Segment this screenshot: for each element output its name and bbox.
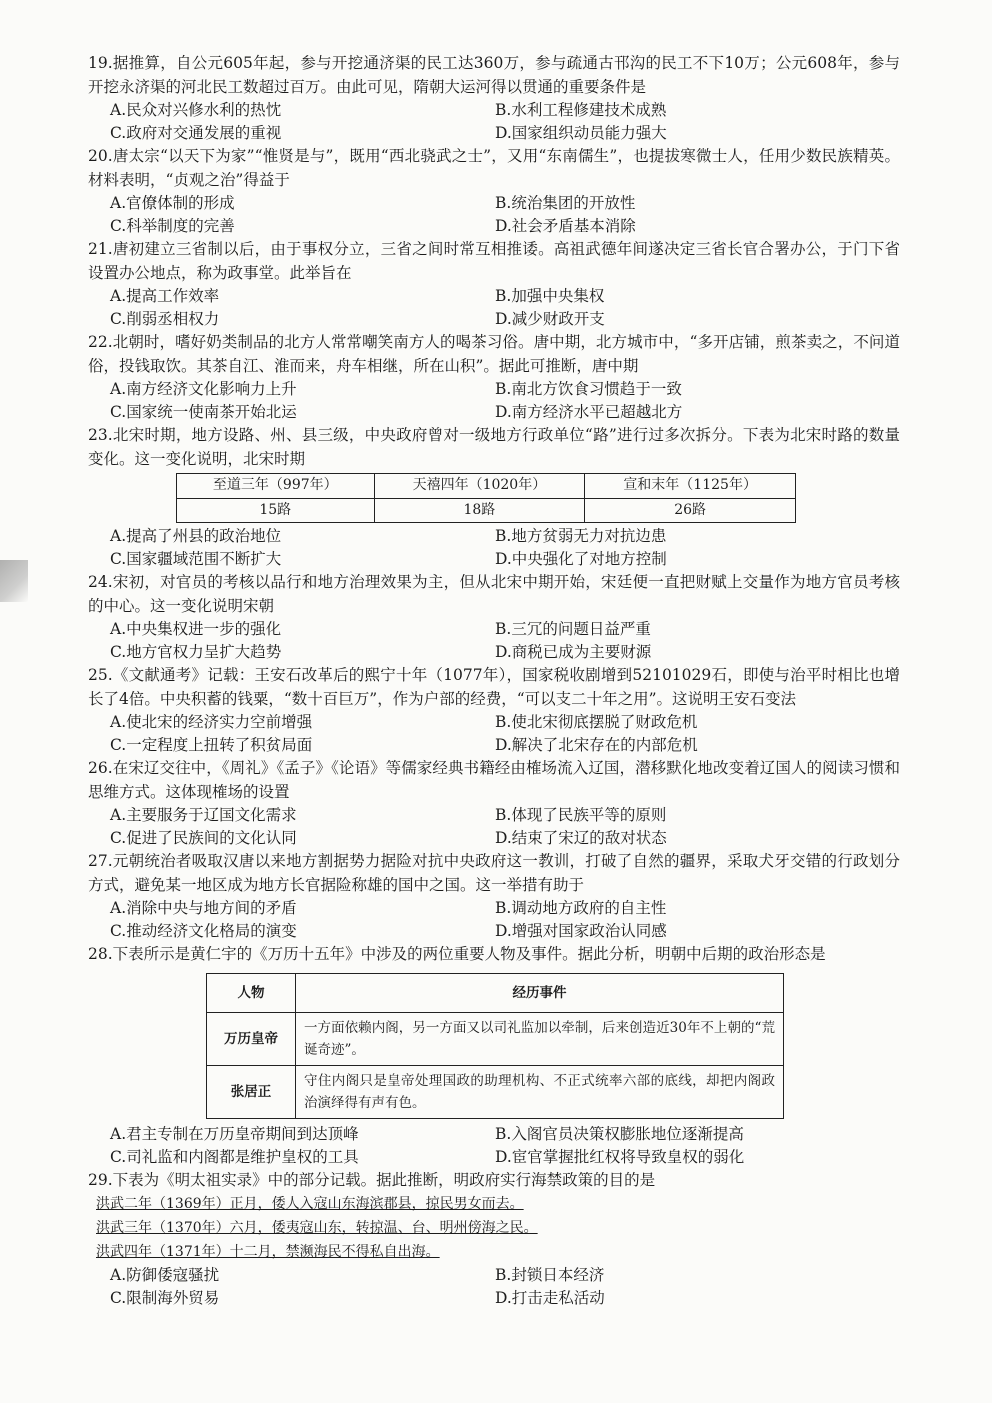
records-list xyxy=(88,1192,900,1264)
question-28 xyxy=(88,943,900,1169)
question-24 xyxy=(88,571,900,664)
options xyxy=(88,897,900,943)
question-25 xyxy=(88,664,900,757)
question-19 xyxy=(88,52,900,145)
question-stem: 24.宋初，对官员的考核以品行和地方治理效果为主，但从北宋中期开始，宋廷便一直把财赋上交量作为地方官员考核的中心。这一变化说明宋朝 xyxy=(88,573,900,615)
question-stem: 20.唐太宗“以天下为家”“惟贤是与”，既用“西北骁武之士”，又用“东南儒生”，也提拔寒微士人，任用少数民族精英。材料表明，“贞观之治”得益于 xyxy=(88,147,900,189)
option-d: D.国家组织动员能力强大 xyxy=(495,124,667,142)
option-a: A.防御倭寇骚扰 xyxy=(110,1266,220,1284)
option-c: C.限制海外贸易 xyxy=(110,1289,220,1307)
route-count-table xyxy=(176,473,796,523)
option-a: A.提高工作效率 xyxy=(110,287,220,305)
option-c: C.科举制度的完善 xyxy=(110,217,235,235)
options xyxy=(88,99,900,145)
option-d: D.中央强化了对地方控制 xyxy=(495,550,667,568)
option-c: C.促进了民族间的文化认同 xyxy=(110,829,297,847)
options xyxy=(88,1264,900,1310)
option-d: D.解决了北宋存在的内部危机 xyxy=(495,736,698,754)
table-row xyxy=(177,498,796,523)
options xyxy=(88,525,900,571)
option-b: B.封锁日本经济 xyxy=(495,1266,605,1284)
option-b: B.加强中央集权 xyxy=(495,287,605,305)
options xyxy=(88,618,900,664)
option-a: A.中央集权进一步的强化 xyxy=(110,620,282,638)
table-row xyxy=(207,1012,784,1065)
option-b: B.调动地方政府的自主性 xyxy=(495,899,667,917)
question-stem: 26.在宋辽交往中，《周礼》《孟子》《论语》等儒家经典书籍经由榷场流入辽国，潜移默化地改变着辽国人的阅读习惯和思维方式。这体现榷场的设置 xyxy=(88,759,900,801)
table-cell: 一方面依赖内阁，另一方面又以司礼监加以牵制，后来创造近30年不上朝的“荒诞奇迹”。 xyxy=(296,1012,784,1065)
option-b: B.入阁官员决策权膨胀地位逐渐提高 xyxy=(495,1124,744,1143)
question-23 xyxy=(88,424,900,571)
options xyxy=(88,1123,900,1169)
question-stem: 19.据推算，自公元605年起，参与开挖通济渠的民工达360万，参与疏通古邗沟的民工不下10万；公元608年，参与开挖永济渠的河北民工数超过百万。由此可见，隋朝大运河得以贯通的重要条件是 xyxy=(88,54,900,96)
table-cell: 张居正 xyxy=(207,1065,296,1118)
table-header-cell: 人物 xyxy=(207,973,296,1012)
record-item: 洪武三年（1370年）六月，倭夷寇山东，转掠温、台、明州傍海之民。 xyxy=(96,1220,538,1236)
question-stem: 21.唐初建立三省制以后，由于事权分立，三省之间时常互相推诿。高祖武德年间遂决定三省长官合署办公，于门下省设置办公地点，称为政事堂。此举旨在 xyxy=(88,240,900,282)
table-cell: 万历皇帝 xyxy=(207,1012,296,1065)
options xyxy=(88,804,900,850)
option-d: D.社会矛盾基本消除 xyxy=(495,217,636,235)
question-22 xyxy=(88,331,900,424)
option-a: A.官僚体制的形成 xyxy=(110,194,235,212)
table-row xyxy=(207,1065,784,1118)
option-d: D.结束了宋辽的敌对状态 xyxy=(495,829,667,847)
option-c: C.地方官权力呈扩大趋势 xyxy=(110,643,282,661)
table-header-cell: 经历事件 xyxy=(296,973,784,1012)
question-27 xyxy=(88,850,900,943)
table-cell: 守住内阁只是皇帝处理国政的助理机构、不正式统率六部的底线，却把内阁政治演绎得有声有色。 xyxy=(296,1065,784,1118)
option-a: A.提高了州县的政治地位 xyxy=(110,527,282,545)
option-a: A.南方经济文化影响力上升 xyxy=(110,380,297,398)
option-a: A.主要服务于辽国文化需求 xyxy=(110,806,297,824)
option-b: B.三冗的问题日益严重 xyxy=(495,620,651,638)
record-item: 洪武四年（1371年）十二月，禁濒海民不得私自出海。 xyxy=(96,1244,440,1260)
option-a: A.消除中央与地方间的矛盾 xyxy=(110,899,297,917)
option-d: D.增强对国家政治认同感 xyxy=(495,922,667,940)
question-20 xyxy=(88,145,900,238)
option-b: B.地方贫弱无力对抗边患 xyxy=(495,527,667,545)
option-b: B.水利工程修建技术成熟 xyxy=(495,101,667,119)
table-cell: 18路 xyxy=(374,498,585,523)
option-c: C.政府对交通发展的重视 xyxy=(110,124,282,142)
table-header-cell: 至道三年（997年） xyxy=(177,474,375,499)
question-29 xyxy=(88,1169,900,1311)
option-a: A.君主专制在万历皇帝期间到达顶峰 xyxy=(110,1124,359,1143)
question-stem: 22.北朝时，嗜好奶类制品的北方人常常嘲笑南方人的喝茶习俗。唐中期，北方城市中，“多开店铺，煎茶卖之，不问道俗，投钱取饮。其茶自江、淮而来，舟车相继，所在山积”。据此可推断，唐中期 xyxy=(88,333,900,375)
option-a: A.使北宋的经济实力空前增强 xyxy=(110,713,313,731)
question-stem: 23.北宋时期，地方设路、州、县三级，中央政府曾对一级地方行政单位“路”进行过多次拆分。下表为北宋时路的数量变化。这一变化说明，北宋时期 xyxy=(88,426,900,468)
option-d: D.减少财政开支 xyxy=(495,310,605,328)
options xyxy=(88,711,900,757)
table-header-cell: 宣和末年（1125年） xyxy=(585,474,796,499)
scan-edge-artifact xyxy=(0,560,28,602)
question-stem: 28.下表所示是黄仁宇的《万历十五年》中涉及的两位重要人物及事件。据此分析，明朝中后期的政治形态是 xyxy=(88,945,826,963)
option-c: C.一定程度上扭转了积贫局面 xyxy=(110,736,313,754)
option-b: B.体现了民族平等的原则 xyxy=(495,806,667,824)
option-c: C.推动经济文化格局的演变 xyxy=(110,922,297,940)
option-d: D.打击走私活动 xyxy=(495,1289,605,1307)
option-d: D.南方经济水平已超越北方 xyxy=(495,403,683,421)
table-cell: 26路 xyxy=(585,498,796,523)
question-stem: 29.下表为《明太祖实录》中的部分记载。据此推断，明政府实行海禁政策的目的是 xyxy=(88,1170,656,1189)
options xyxy=(88,378,900,424)
option-a: A.民众对兴修水利的热忱 xyxy=(110,101,282,119)
option-d: D.宦官掌握批红权将导致皇权的弱化 xyxy=(495,1147,745,1166)
option-b: B.统治集团的开放性 xyxy=(495,194,636,212)
exam-page xyxy=(88,52,900,1310)
record-item: 洪武二年（1369年）正月，倭人入寇山东海滨郡县，掠民男女而去。 xyxy=(96,1196,524,1212)
question-26 xyxy=(88,757,900,850)
table-header-cell: 天禧四年（1020年） xyxy=(374,474,585,499)
option-c: C.国家统一使南茶开始北运 xyxy=(110,403,297,421)
question-21 xyxy=(88,238,900,331)
option-c: C.削弱丞相权力 xyxy=(110,310,220,328)
option-d: D.商税已成为主要财源 xyxy=(495,643,652,661)
table-cell: 15路 xyxy=(177,498,375,523)
options xyxy=(88,192,900,238)
table-header-row xyxy=(207,973,784,1012)
option-c: C.国家疆域范围不断扩大 xyxy=(110,550,282,568)
option-b: B.使北宋彻底摆脱了财政危机 xyxy=(495,713,698,731)
question-stem: 27.元朝统治者吸取汉唐以来地方割据势力据险对抗中央政府这一教训，打破了自然的疆界，采取犬牙交错的行政划分方式，避免某一地区成为地方长官据险称雄的国中之国。这一举措有助于 xyxy=(88,852,900,894)
option-b: B.南北方饮食习惯趋于一致 xyxy=(495,380,682,398)
options xyxy=(88,285,900,331)
table-header-row xyxy=(177,474,796,499)
question-stem: 25.《文献通考》记载：王安石改革后的熙宁十年（1077年），国家税收剧增到52101029石，即使与治平时相比也增长了4倍。中央积蓄的钱粟，“数十百巨万”，作为户部的经费，“可以支二十年之用”。这说明王安石变法 xyxy=(88,666,900,708)
figures-table xyxy=(206,973,784,1119)
option-c: C.司礼监和内阁都是维护皇权的工具 xyxy=(110,1147,359,1166)
